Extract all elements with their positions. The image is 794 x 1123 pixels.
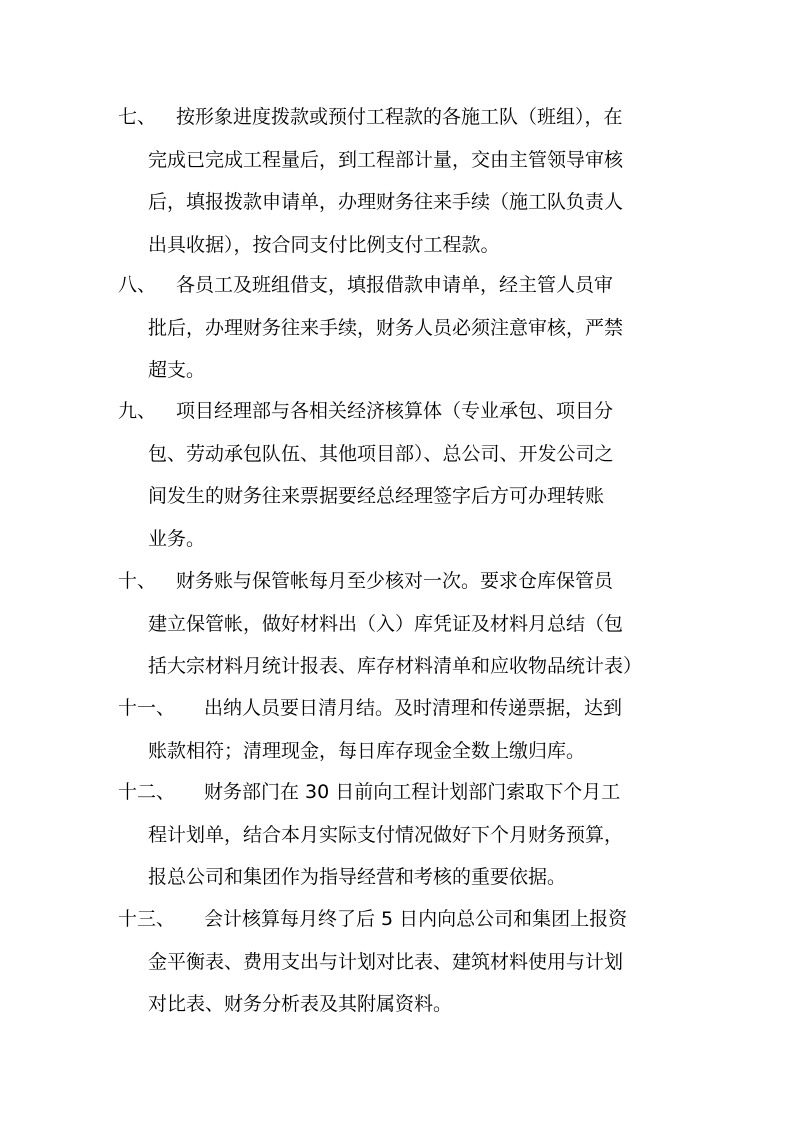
clause-text-line: 会计核算每月终了后 5 日内向总公司和集团上报资 (204, 908, 628, 930)
clause-text-line: 完成已完成工程量后，到工程部计量，交由主管领导审核 (148, 148, 624, 171)
clause-text-line: 财务部门在 30 日前向工程计划部门索取下个月工 (204, 781, 621, 803)
clause-8 (118, 264, 678, 392)
clause-number: 七、 (118, 106, 157, 128)
clause-text-line: 后，填报拨款申请单，办理财务往来手续（施工队负责人 (148, 191, 624, 213)
clause-text-line: 金平衡表、费用支出与计划对比表、建筑材料使用与计划 (148, 950, 624, 973)
clause-text-line: 对比表、财务分析表及其附属资料。 (148, 993, 453, 1015)
clause-number: 八、 (118, 274, 157, 296)
clause-first-line (118, 390, 678, 433)
clause-11 (118, 687, 678, 772)
clause-text-line: 出纳人员要日清月结。及时清理和传递票据，达到 (204, 697, 623, 719)
clause-text-line: 账款相符；清理现金，每日库存现金全数上缴归库。 (148, 739, 586, 762)
clause-text-line: 报总公司和集团作为指导经营和考核的重要依据。 (148, 866, 567, 888)
clause-text-line: 包、劳动承包队伍、其他项目部）、总公司、开发公司之 (148, 442, 614, 465)
clause-number: 十三、 (118, 908, 176, 930)
clause-first-line (118, 687, 678, 730)
clause-7 (118, 96, 678, 266)
clause-text-line: 间发生的财务往来票据要经总经理签字后方可办理转账 (148, 485, 605, 507)
clause-first-line (118, 898, 678, 941)
clause-number: 九、 (118, 400, 157, 422)
clause-text-line: 批后，办理财务往来手续，财务人员必须注意审核，严禁 (148, 316, 624, 339)
clause-13 (118, 898, 678, 1026)
clause-text-line: 建立保管帐，做好材料出（入）库凭证及材料月总结（包 (148, 612, 624, 635)
clause-9 (118, 390, 678, 560)
clause-number: 十一、 (118, 697, 176, 719)
clause-text-line: 超支。 (148, 359, 206, 381)
clause-text-line: 括大宗材料月统计报表、库存材料清单和应收物品统计表） (148, 655, 643, 677)
clause-10 (118, 560, 678, 688)
clause-number: 十二、 (118, 781, 176, 803)
clause-text-line: 各员工及班组借支，填报借款申请单，经主管人员审 (176, 274, 614, 296)
clause-number: 十、 (118, 570, 157, 592)
clause-text-line: 按形象进度拨款或预付工程款的各施工队（班组），在 (176, 106, 623, 128)
clause-first-line (118, 96, 678, 139)
clause-text-line: 项目经理部与各相关经济核算体（专业承包、项目分 (176, 400, 614, 422)
clause-text-line: 程计划单，结合本月实际支付情况做好下个月财务预算， (148, 823, 624, 846)
clause-first-line (118, 264, 678, 307)
clause-text-line: 出具收据），按合同支付比例支付工程款。 (148, 233, 500, 256)
clause-text-line: 业务。 (148, 527, 206, 550)
clause-text-line: 财务账与保管帐每月至少核对一次。要求仓库保管员 (176, 570, 614, 592)
clause-first-line (118, 560, 678, 603)
clause-first-line (118, 771, 678, 814)
clause-12 (118, 771, 678, 899)
